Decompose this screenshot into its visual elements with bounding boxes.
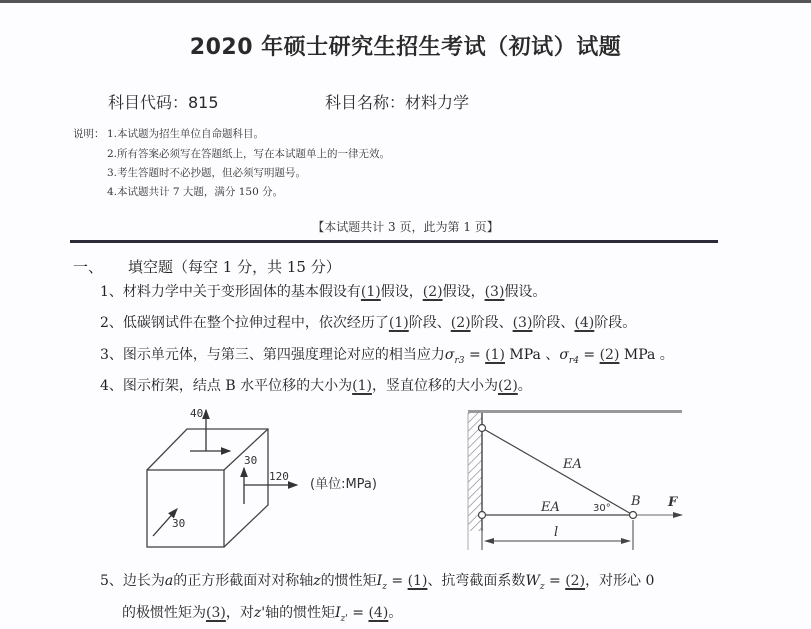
stress-label-normal: 120 — [269, 470, 289, 483]
answer-blank: (3) — [484, 284, 505, 300]
math-var: W — [525, 573, 540, 589]
question-text: 4、图示桁架，结点 B 水平位移的大小为 — [100, 378, 353, 394]
question-text: 阶段、 — [470, 315, 513, 331]
subject-code: 科目代码：815 — [108, 93, 219, 112]
length-label: l — [554, 525, 559, 540]
stress-label-front: 30 — [172, 517, 186, 530]
question-text: ，对 — [225, 605, 254, 621]
question-text: 。 — [388, 605, 403, 621]
math-var: I — [335, 605, 341, 621]
stress-element-figure — [140, 400, 320, 560]
answer-blank: (1) — [360, 284, 381, 300]
equals: = — [578, 347, 600, 363]
bar-label-horizontal: EA — [541, 500, 560, 515]
truss-figure — [460, 405, 690, 555]
question-text: 假设。 — [504, 284, 547, 300]
question-text: ，竖直位移的大小为 — [371, 378, 498, 394]
question-text: 的极惯性矩为 — [122, 605, 206, 621]
question-text: 。 — [517, 378, 532, 394]
math-var: z' — [253, 605, 266, 621]
sigma-symbol: σ — [559, 347, 569, 363]
subscript: z' — [340, 613, 348, 624]
question-2 — [100, 312, 636, 332]
pin-joint-icon — [630, 512, 637, 519]
instruction-item: 4.本试题共计 7 大题，满分 150 分。 — [107, 186, 284, 198]
stress-label-top: 40 — [190, 407, 204, 420]
question-text: 阶段、 — [408, 315, 451, 331]
question-text: 2、低碳钢试件在整个拉伸过程中，依次经历了 — [100, 315, 389, 331]
question-text: 的正方形截面对对称轴 — [173, 573, 314, 589]
frame-top-line — [468, 410, 682, 413]
answer-blank: (2) — [599, 347, 620, 363]
instruction-item: 3.考生答题时不必抄题，但必须写明题号。 — [107, 167, 307, 179]
question-text: 的惯性矩 — [320, 573, 377, 589]
question-text: 5、边长为 — [100, 573, 165, 589]
question-text: 3、图示单元体，与第三、第四强度理论对应的相当应力 — [100, 347, 445, 363]
question-text: 假设， — [380, 284, 423, 300]
answer-blank: (3) — [206, 605, 226, 621]
equals: = — [464, 347, 486, 363]
exam-title: 2020 年硕士研究生招生考试（初试）试题 — [189, 35, 622, 60]
answer-blank: (2) — [422, 284, 443, 300]
question-text: 、抗弯截面系数 — [427, 573, 526, 589]
question-text: 阶段。 — [594, 315, 637, 331]
answer-blank: (1) — [485, 347, 505, 363]
question-5: 5、边长为a的正方形截面对对称轴z的惯性矩$I_z = (1)$、抗弯截面系数$W_z = (2)$，对形心 0 — [100, 573, 655, 592]
answer-blank: (2) — [565, 573, 586, 589]
answer-blank: (4) — [368, 605, 389, 621]
question-1 — [100, 281, 546, 301]
scan-top-edge — [0, 0, 811, 3]
question-text: 轴的惯性矩 — [265, 605, 336, 621]
instruction-item: 1.本试题为招生单位自命题科目。 — [107, 128, 265, 140]
answer-blank: (1) — [388, 315, 409, 331]
subscript: r3 — [454, 355, 465, 366]
pin-joint-icon — [479, 425, 486, 432]
stress-label-shear: 30 — [244, 454, 258, 467]
cube-outline — [147, 429, 268, 547]
instruction-item: 2.所有答案必须写在答题纸上，写在本试题单上的一律无效。 — [107, 148, 391, 160]
page-info: 【本试题共计 3 页，此为第 1 页】 — [312, 220, 499, 234]
answer-blank: (2) — [497, 378, 518, 394]
node-label: B — [631, 494, 641, 509]
force-label: F — [668, 495, 678, 510]
subject-name: 科目名称：材料力学 — [325, 93, 470, 112]
math-var: a — [164, 573, 174, 589]
sigma-symbol: σ — [444, 347, 455, 363]
question-5-line-2: 的极惯性矩为(3)，对z'轴的惯性矩$I_{z'} = (4)$。 — [122, 605, 403, 624]
divider — [70, 240, 718, 243]
question-text: 假设， — [442, 284, 485, 300]
section-heading: 填空题（每空 1 分，共 15 分） — [128, 258, 341, 276]
answer-blank: (1) — [407, 573, 428, 589]
unit-text: MPa 。 — [619, 347, 674, 363]
question-text: ，对形心 0 — [585, 573, 655, 589]
pin-joint-icon — [479, 512, 486, 519]
question-text: 1、材料力学中关于变形固体的基本假设有 — [100, 284, 361, 300]
math-var: z — [313, 573, 321, 589]
bar-label-inclined: EA — [563, 457, 582, 472]
question-4 — [100, 375, 532, 395]
unit-label: (单位:MPa) — [310, 477, 377, 492]
answer-blank: (2) — [450, 315, 471, 331]
angle-label: 30° — [593, 503, 611, 514]
math-var: I — [376, 573, 383, 589]
subscript: z — [539, 581, 545, 592]
section-number: 一、 — [73, 258, 104, 276]
subscript: r4 — [568, 355, 579, 366]
subscript: z — [382, 581, 387, 592]
unit-text: MPa 、 — [504, 347, 560, 363]
question-3 — [100, 344, 674, 366]
answer-blank: (1) — [352, 378, 372, 394]
answer-blank: (3) — [512, 315, 533, 331]
answer-blank: (4) — [574, 315, 595, 331]
question-text: 阶段、 — [532, 315, 575, 331]
instructions-prefix: 说明： — [73, 128, 105, 140]
